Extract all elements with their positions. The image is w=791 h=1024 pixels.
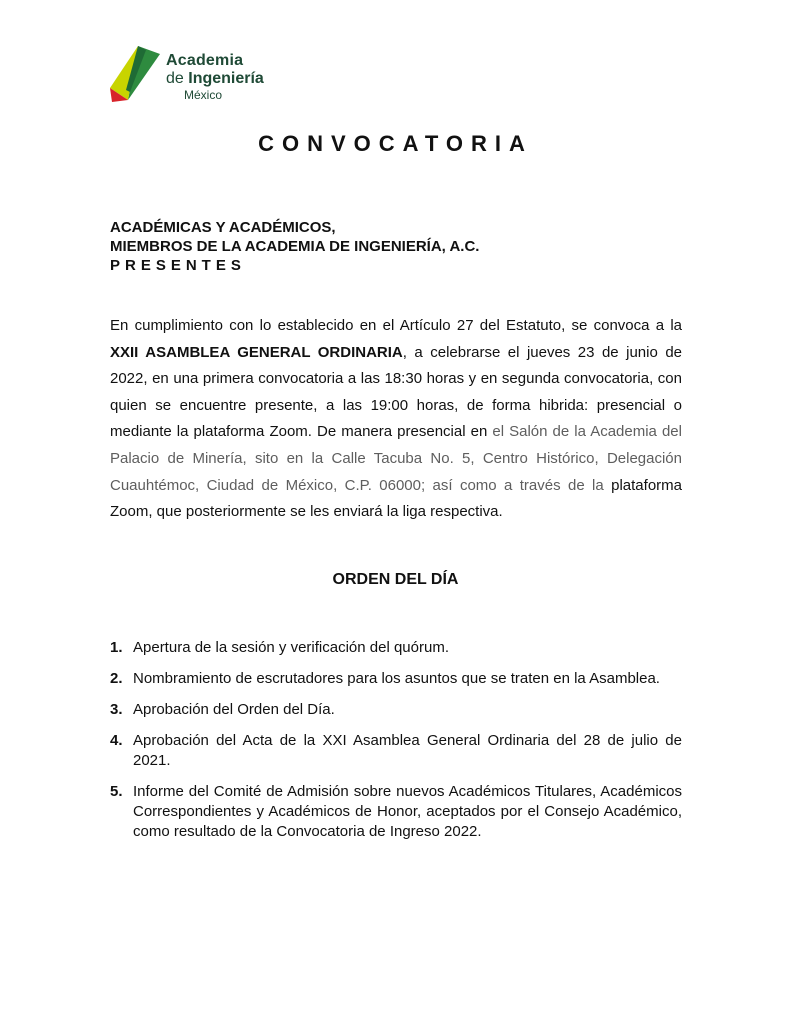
intro-text-2: , a celebrarse el jueves 23 de junio de 2022, en una primera convocatoria a las 18:30 horas y en segunda convocatoria, con quien se encuentre presente, a las 19:00 horas, de forma hibrida: presencial o mediante la plataforma Zoom. De manera presencial en [110,343,682,441]
logo-text-de: de [166,70,189,87]
logo-text-ingenieria-main: Ingeniería [188,70,264,87]
logo-text-academia: Academia [166,52,244,69]
logo-text-ingenieria [166,70,264,88]
academy-logo-mark-icon [108,44,164,104]
intro-paragraph [110,313,682,526]
agenda-item-text: Aprobación del Acta de la XXI Asamblea General Ordinaria del 28 de julio de 2021. [133,732,682,769]
intro-text-1: En cumplimiento con lo establecido en el Artículo 27 del Estatuto, se convoca a la [110,317,682,334]
agenda-item-number: 1. [110,639,123,656]
agenda-list [110,638,682,853]
intro-text-3: plataforma Zoom, que posteriormente se les enviará la liga respectiva. [110,476,682,521]
addressee-block [110,218,479,275]
document-title: CONVOCATORIA [258,131,533,156]
agenda-item [110,669,682,689]
addressee-line-2: MIEMBROS DE LA ACADEMIA DE INGENIERÍA, A.C. [110,238,480,255]
intro-assembly-name: XXII ASAMBLEA GENERAL ORDINARIA [110,343,403,361]
agenda-item [110,638,682,658]
agenda-item [110,700,682,720]
addressee-line-3: PRESENTES [110,257,246,274]
agenda-item-text: Informe del Comité de Admisión sobre nuevos Académicos Titulares, Académicos Correspondientes y Académicos de Honor, aceptados por el Consejo Académico, como resultado de la Convocatoria de Ingreso 2022. [133,783,682,840]
agenda-title: ORDEN DEL DÍA [332,571,459,588]
agenda-item-number: 5. [110,783,123,800]
intro-venue: el Salón de la Academia del Palacio de Minería, sito en la Calle Tacuba No. 5, Centro Histórico, Delegación Cuauhtémoc, Ciudad de México, C.P. 06000; así como a través de la [110,423,682,494]
academy-logo [108,44,278,104]
agenda-item-number: 3. [110,701,123,718]
agenda-item-text: Apertura de la sesión y verificación del quórum. [133,639,449,656]
agenda-item-text: Nombramiento de escrutadores para los asuntos que se traten en la Asamblea. [133,670,660,687]
agenda-item [110,731,682,771]
agenda-item [110,782,682,842]
agenda-item-number: 2. [110,670,123,687]
logo-text-mexico: México [184,88,223,102]
agenda-item-number: 4. [110,732,123,749]
addressee-line-1: ACADÉMICAS Y ACADÉMICOS, [110,219,336,236]
agenda-item-text: Aprobación del Orden del Día. [133,701,335,718]
